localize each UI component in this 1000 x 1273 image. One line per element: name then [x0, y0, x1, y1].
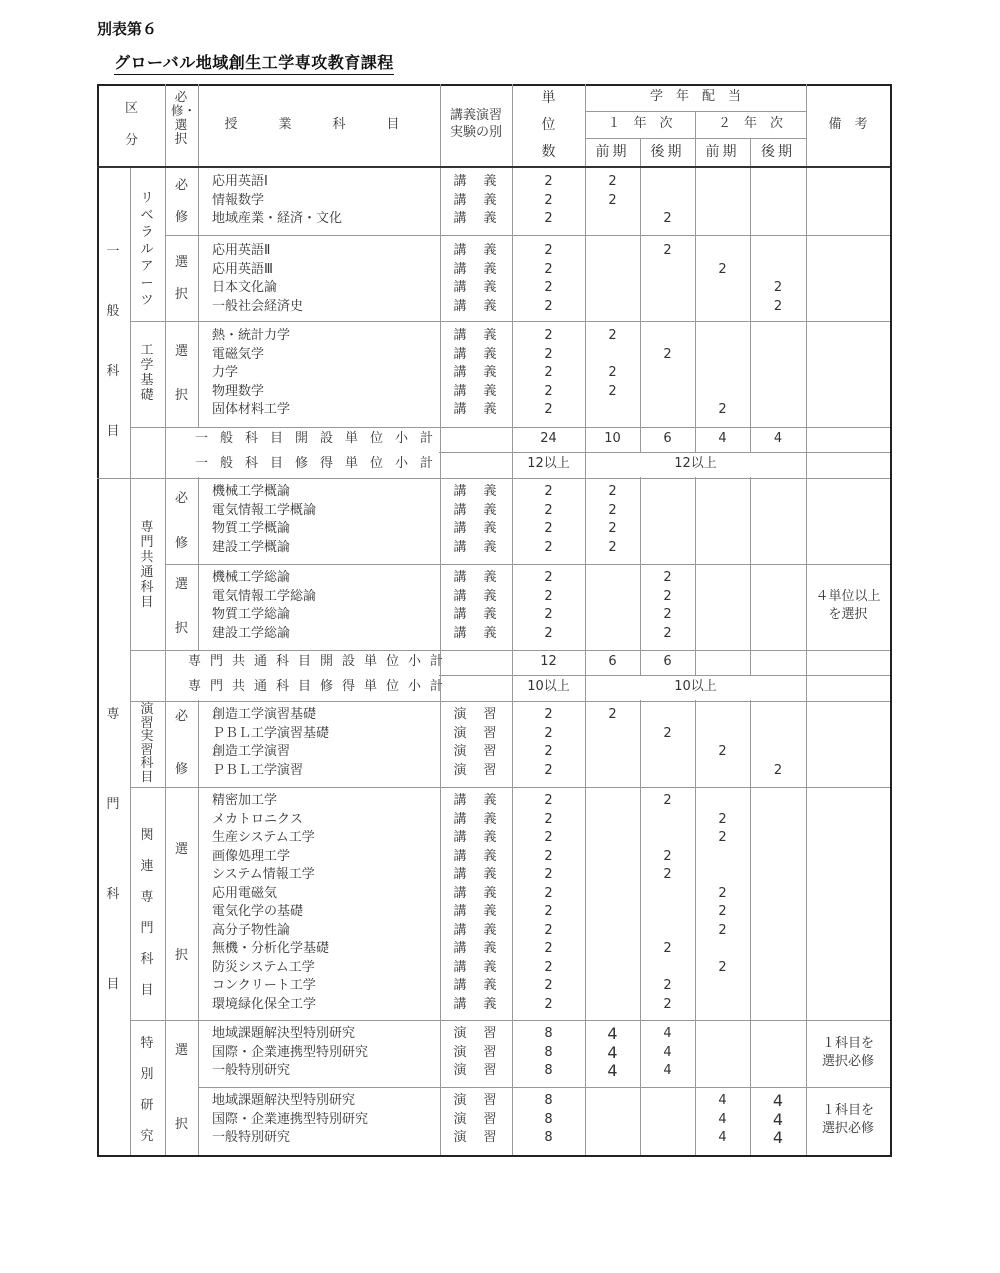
divider [585, 138, 806, 139]
subject-name: ＰＢＬ工学演習基礎 [212, 725, 330, 741]
year-credit-cell: 2 [608, 328, 617, 343]
subtotal-common-required-label: 専門共通科目修得単位小計 [187, 679, 452, 694]
section-research: 特別研究 [140, 1036, 154, 1144]
year-credit-cell: 2 [608, 502, 617, 518]
class-type: 講 義 [453, 174, 499, 189]
req-taku: 択 [174, 1117, 188, 1132]
year-credit-cell: 2 [773, 280, 783, 295]
divider [130, 1020, 890, 1021]
subject-name: 国際・企業連携型特別研究 [212, 1044, 369, 1060]
year-credit-cell: 4 [607, 1042, 618, 1062]
credit-cell: 2 [544, 346, 553, 362]
year-credit-cell: 4 [607, 1061, 618, 1080]
class-type: 講 義 [453, 848, 499, 864]
year-credit-cell: 4 [772, 1091, 784, 1110]
subject-name: 電気情報工学概論 [212, 502, 317, 518]
subject-name: 高分子物性論 [212, 922, 291, 938]
class-type: 講 義 [453, 904, 499, 919]
year-credit-cell: 2 [663, 211, 672, 226]
year-credit-cell: 4 [772, 1109, 784, 1129]
class-type: 演 習 [453, 744, 499, 759]
subject-name: 一般特別研究 [212, 1063, 291, 1078]
subject-name: 国際・企業連携型特別研究 [212, 1111, 369, 1127]
req-hi: 必 [174, 491, 188, 506]
year-credit-cell: 4 [718, 1093, 727, 1108]
class-type: 講 義 [453, 280, 499, 295]
year-credit-cell: 2 [663, 570, 672, 585]
section-engineering-basics: 工学基礎 [140, 343, 154, 403]
subject-name: 応用英語Ⅱ [212, 243, 271, 258]
class-type: 講 義 [453, 625, 499, 641]
header-y1-first: 前期 [595, 144, 630, 160]
credit-cell: 2 [544, 607, 553, 622]
section-common: 専門共通科目 [140, 520, 154, 610]
credit-cell: 2 [544, 959, 553, 975]
req-hi: 必 [174, 709, 188, 724]
class-type: 講 義 [453, 192, 499, 208]
credit-cell: 2 [544, 243, 553, 258]
year-credit-cell: 2 [663, 243, 672, 258]
document-title: グローバル地域創生工学専攻教育課程 [114, 50, 394, 75]
year-credit-cell: 2 [718, 885, 727, 901]
subject-name: 電気化学の基礎 [212, 904, 304, 919]
subject-name: 画像処理工学 [212, 848, 291, 864]
header-year2: ２ 年 次 [717, 116, 783, 131]
subject-name: 地域産業・経済・文化 [212, 211, 343, 226]
class-type: 講 義 [453, 922, 499, 938]
credit-cell: 2 [544, 484, 553, 499]
subtotal-cell: 6 [663, 431, 672, 446]
remarks-research-1-a: １科目を [821, 1036, 874, 1051]
divider [165, 564, 890, 565]
year-credit-cell: 2 [608, 174, 617, 189]
header-subject: 授 業 科 目 [224, 117, 414, 132]
credit-cell: 2 [544, 830, 553, 845]
header-type-2: 実験の別 [449, 125, 502, 140]
year-credit-cell: 2 [608, 521, 617, 536]
year-credit-cell: 4 [663, 1026, 672, 1041]
subject-name: 防災システム工学 [212, 959, 315, 975]
credit-cell: 2 [544, 211, 553, 226]
credit-cell: 2 [544, 941, 553, 956]
header-y1-second: 後期 [650, 144, 685, 160]
year-credit-cell: 2 [718, 811, 727, 827]
header-required-elective: 必修・選択 [171, 89, 197, 146]
credit-cell: 2 [544, 625, 553, 641]
subtotal-cell: 24 [540, 431, 557, 446]
subject-name: 建設工学概論 [212, 539, 291, 555]
class-type: 講 義 [453, 484, 499, 499]
class-type: 講 義 [453, 539, 499, 555]
section-practice: 演習実習科目 [140, 702, 154, 785]
credit-cell: 2 [544, 996, 553, 1012]
divider [130, 701, 890, 702]
header-year-allocation: 学 年 配 当 [649, 89, 741, 104]
year-credit-cell: 2 [663, 607, 672, 622]
header-kubun-2: 分 [124, 133, 138, 148]
class-type: 講 義 [453, 261, 499, 277]
subject-name: 生産システム工学 [212, 830, 315, 845]
credit-cell: 2 [544, 261, 553, 277]
subtotal-cell: 10以上 [674, 679, 717, 694]
class-type: 講 義 [453, 793, 499, 808]
header-remarks: 備 考 [828, 117, 868, 132]
class-type: 講 義 [453, 941, 499, 956]
year-credit-cell: 2 [608, 383, 617, 399]
remarks-research-1-b: 選択必修 [821, 1054, 874, 1069]
credit-cell: 2 [544, 174, 553, 189]
req-taku: 択 [174, 287, 188, 302]
credit-cell: 2 [544, 885, 553, 901]
year-credit-cell: 2 [663, 848, 672, 864]
subtotal-cell: 4 [718, 431, 727, 446]
divider [585, 111, 806, 112]
credit-cell: 2 [544, 744, 553, 759]
subtotal-cell: 12以上 [674, 456, 717, 471]
credit-cell: 8 [544, 1093, 553, 1108]
subject-name: コンクリート工学 [212, 978, 316, 993]
year-credit-cell: 2 [608, 707, 617, 722]
credit-cell: 2 [544, 904, 553, 919]
subtotal-common-offered-label: 専門共通科目開設単位小計 [187, 654, 452, 669]
subject-name: 機械工学概論 [212, 484, 291, 499]
subject-name: 一般社会経済史 [212, 298, 304, 314]
header-credits-2: 位 [541, 117, 556, 133]
document-label: 別表第６ [97, 20, 158, 38]
credit-cell: 2 [544, 280, 553, 295]
credit-cell: 2 [544, 570, 553, 585]
divider [198, 1087, 890, 1088]
subtotal-cell: 4 [773, 431, 783, 446]
credit-cell: 2 [544, 707, 553, 722]
req-taku: 択 [174, 388, 188, 403]
subtotal-general-required-label: 一般科目修得単位小計 [194, 456, 445, 471]
year-credit-cell: 2 [718, 959, 727, 975]
class-type: 演 習 [453, 1130, 499, 1145]
header-bottom-line [97, 166, 890, 168]
subject-name: 応用英語Ⅰ [212, 174, 268, 189]
subtotal-cell: 10 [604, 431, 621, 446]
req-sen: 選 [174, 255, 188, 270]
year-credit-cell: 2 [718, 261, 727, 277]
class-type: 演 習 [453, 1093, 499, 1108]
credit-cell: 2 [544, 867, 553, 882]
credit-cell: 8 [544, 1063, 553, 1078]
year-credit-cell: 2 [718, 830, 727, 845]
year-credit-cell: 2 [773, 762, 783, 778]
credit-cell: 2 [544, 588, 553, 604]
header-y2-first: 前期 [705, 144, 740, 160]
header-y2-second: 後期 [761, 144, 795, 160]
subject-name: 物質工学総論 [212, 607, 291, 622]
class-type: 演 習 [453, 725, 499, 741]
year-credit-cell: 2 [663, 978, 672, 993]
class-type: 講 義 [453, 885, 499, 901]
credit-cell: 2 [544, 192, 553, 208]
class-type: 講 義 [453, 830, 499, 845]
year-credit-cell: 4 [718, 1111, 727, 1127]
class-type: 演 習 [453, 707, 499, 722]
merge-mask [131, 651, 165, 700]
subject-name: 精密加工学 [212, 793, 278, 808]
year-credit-cell: 2 [608, 192, 617, 208]
divider [585, 84, 586, 1155]
divider [130, 787, 890, 788]
remarks-common-elective-1: ４単位以上 [815, 589, 881, 604]
subject-name: 情報数学 [212, 192, 265, 208]
header-type-1: 講義演習 [449, 108, 502, 123]
year-credit-cell: 2 [608, 484, 617, 499]
credit-cell: 8 [544, 1111, 553, 1127]
req-taku: 択 [174, 621, 188, 636]
credit-cell: 2 [544, 383, 553, 399]
merge-mask [131, 428, 165, 477]
credit-cell: 2 [544, 365, 553, 380]
class-type: 講 義 [453, 365, 499, 380]
year-credit-cell: 2 [663, 996, 672, 1012]
year-credit-cell: 4 [607, 1024, 618, 1043]
req-sen: 選 [174, 577, 188, 592]
class-type: 講 義 [453, 521, 499, 536]
subject-name: 日本文化論 [212, 280, 278, 295]
header-year1: １ 年 次 [607, 116, 673, 131]
credit-cell: 2 [544, 502, 553, 518]
year-credit-cell: 2 [663, 867, 672, 882]
class-type: 講 義 [453, 402, 499, 417]
subtotal-cell: 6 [663, 654, 672, 669]
year-credit-cell: 4 [663, 1063, 672, 1078]
subtotal-cell: 12 [540, 654, 557, 669]
credit-cell: 2 [544, 922, 553, 938]
year-credit-cell: 2 [663, 793, 672, 808]
year-credit-cell: 2 [663, 346, 672, 362]
subject-name: 環境緑化保全工学 [212, 996, 317, 1012]
subject-name: 創造工学演習基礎 [212, 707, 317, 722]
credit-cell: 8 [544, 1026, 553, 1041]
year-credit-cell: 4 [772, 1128, 784, 1147]
subject-name: ＰＢＬ工学演習 [212, 762, 304, 778]
class-type: 講 義 [453, 211, 499, 226]
credit-cell: 2 [544, 328, 553, 343]
subject-name: 地域課題解決型特別研究 [212, 1026, 356, 1041]
subject-name: 電磁気学 [212, 346, 265, 362]
remarks-research-2-a: １科目を [821, 1103, 874, 1118]
class-type: 講 義 [453, 978, 499, 993]
section-liberal-arts: リベラルアーツ [140, 191, 154, 308]
subject-name: 力学 [212, 365, 239, 380]
year-credit-cell: 2 [718, 402, 727, 417]
section-specialized: 専門科目 [106, 707, 120, 992]
year-credit-cell: 2 [608, 365, 617, 380]
class-type: 演 習 [453, 1063, 499, 1078]
credit-cell: 2 [544, 811, 553, 827]
class-type: 講 義 [453, 328, 499, 343]
class-type: 講 義 [453, 383, 499, 399]
credit-cell: 8 [544, 1130, 553, 1145]
subject-name: 一般特別研究 [212, 1130, 291, 1145]
subject-name: 地域課題解決型特別研究 [212, 1093, 356, 1108]
class-type: 講 義 [453, 502, 499, 518]
subject-name: システム情報工学 [212, 867, 315, 882]
class-type: 演 習 [453, 1111, 499, 1127]
remarks-research-2-b: 選択必修 [821, 1121, 874, 1136]
subject-name: 物質工学概論 [212, 521, 291, 536]
year-credit-cell: 2 [718, 922, 727, 938]
year-credit-cell: 4 [718, 1130, 727, 1145]
class-type: 講 義 [453, 996, 499, 1012]
req-sen: 選 [174, 344, 188, 359]
credit-cell: 2 [544, 539, 553, 555]
year-credit-cell: 4 [663, 1044, 672, 1060]
credit-cell: 2 [544, 848, 553, 864]
subject-name: 応用英語Ⅲ [212, 261, 273, 277]
year-credit-cell: 2 [663, 625, 672, 641]
req-shu: 修 [174, 762, 188, 777]
class-type: 講 義 [453, 346, 499, 362]
credit-cell: 2 [544, 521, 553, 536]
req-sen: 選 [174, 1043, 188, 1058]
credit-cell: 2 [544, 978, 553, 993]
subtotal-general-offered-label: 一般科目開設単位小計 [194, 431, 445, 446]
remarks-common-elective-2: を選択 [828, 607, 868, 622]
divider [165, 235, 890, 236]
subject-name: 電気情報工学総論 [212, 588, 317, 604]
class-type: 講 義 [453, 867, 499, 882]
credit-cell: 2 [544, 725, 553, 741]
header-kubun-1: 区 [124, 101, 138, 116]
req-shu: 修 [174, 536, 188, 551]
subject-name: 応用電磁気 [212, 885, 278, 901]
subject-name: 機械工学総論 [212, 570, 291, 585]
divider [97, 478, 890, 479]
class-type: 講 義 [453, 959, 499, 975]
year-credit-cell: 2 [718, 904, 727, 919]
credit-cell: 2 [544, 762, 553, 778]
header-credits-1: 単 [541, 90, 556, 106]
credit-cell: 2 [544, 793, 553, 808]
req-sen: 選 [174, 842, 188, 857]
subject-name: 物理数学 [212, 383, 265, 399]
class-type: 演 習 [453, 1044, 499, 1060]
section-general: 一般科目 [106, 244, 120, 439]
class-type: 講 義 [453, 570, 499, 585]
subject-name: メカトロニクス [212, 811, 303, 827]
class-type: 講 義 [453, 243, 499, 258]
req-hi: 必 [174, 178, 188, 193]
section-related: 関連専門科目 [140, 828, 154, 998]
credit-cell: 8 [544, 1044, 553, 1060]
subject-name: 熱・統計力学 [212, 328, 291, 343]
year-credit-cell: 2 [608, 539, 617, 555]
subject-name: 無機・分析化学基礎 [212, 941, 330, 956]
header-credits-3: 数 [541, 144, 556, 160]
year-credit-cell: 2 [663, 588, 672, 604]
class-type: 講 義 [453, 811, 499, 827]
subject-name: 建設工学総論 [212, 625, 291, 641]
class-type: 講 義 [453, 298, 499, 314]
subject-name: 固体材料工学 [212, 402, 291, 417]
class-type: 講 義 [453, 588, 499, 604]
divider [198, 84, 199, 1155]
class-type: 講 義 [453, 607, 499, 622]
year-credit-cell: 2 [663, 725, 672, 741]
credit-cell: 2 [544, 298, 553, 314]
subject-name: 創造工学演習 [212, 744, 291, 759]
req-taku: 択 [174, 948, 188, 963]
subtotal-cell: 6 [608, 654, 617, 669]
year-credit-cell: 2 [663, 941, 672, 956]
class-type: 演 習 [453, 762, 499, 778]
year-credit-cell: 2 [773, 298, 783, 314]
subtotal-cell: 10以上 [527, 679, 570, 694]
credit-cell: 2 [544, 402, 553, 417]
req-shu: 修 [174, 210, 188, 225]
year-credit-cell: 2 [718, 744, 727, 759]
class-type: 演 習 [453, 1026, 499, 1041]
subtotal-cell: 12以上 [527, 456, 570, 471]
divider [130, 321, 890, 322]
